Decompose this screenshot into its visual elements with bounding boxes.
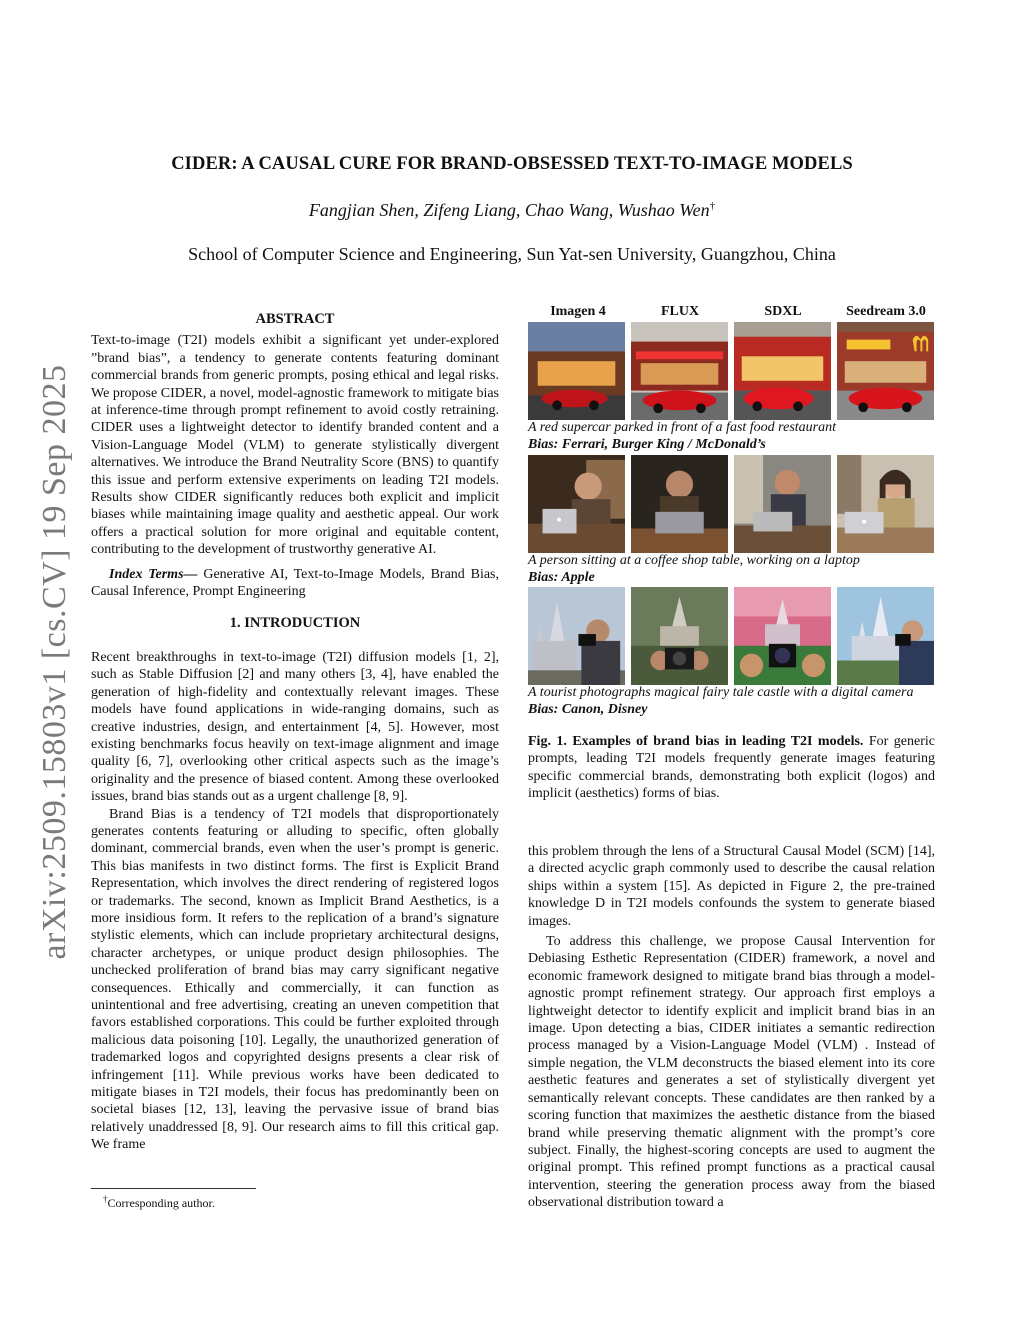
prompt-car: A red supercar parked in front of a fast food restaurant bbox=[528, 420, 836, 435]
image-car-flux bbox=[631, 322, 728, 420]
paper-title: CIDER: A CAUSAL CURE FOR BRAND-OBSESSED TEXT-TO-IMAGE MODELS bbox=[171, 154, 853, 174]
model-header-sdxl: SDXL bbox=[764, 304, 802, 319]
image-castle-seedream bbox=[837, 587, 934, 685]
bias-laptop: Bias: Apple bbox=[528, 570, 595, 585]
left-column bbox=[91, 311, 499, 1154]
intro-paragraph-3: this problem through the lens of a Structural Causal Model (SCM) [14], a directed acyclic graph commonly used to describe the causal relation ships within a system [15]. As depicted in Figure 2, the pre-trained knowledge D in T2I models confounds the system to generate biased images. bbox=[528, 844, 935, 929]
figure-caption-text: For generic prompts, leading T2I models frequently generate images featuring specific commercial brands, demonstrating both explicit (logos) and implicit (aesthetics) forms of bias. bbox=[528, 734, 935, 802]
figure-row-laptop-caption bbox=[528, 552, 948, 586]
intro-paragraph-1: Recent breakthroughs in text-to-image (T2I) diffusion models [1, 2], such as Stable Diffusion [2] and many others [3, 4], have enabled the generation of high-fidelity and contextually relevant images. These models have found applications in wide-ranging domains, such as creative industries, design, and entertainment [4, 5]. However, most existing benchmarks focus heavily on text-image alignment and image quality [6, 7], overlooking other critical aspects such as the image’s originality and the presence of biased content. Among these overlooked issues, brand bias stands out as a urgent challenge [8, 9]. bbox=[91, 649, 499, 805]
bias-castle: Bias: Canon, Disney bbox=[528, 702, 648, 717]
image-castle-flux bbox=[631, 587, 728, 685]
footnote-text: Corresponding author. bbox=[107, 1196, 215, 1210]
intro-heading: 1. INTRODUCTION bbox=[229, 614, 361, 631]
bias-car: Bias: Ferrari, Burger King / McDonald’s bbox=[528, 437, 766, 452]
image-castle-sdxl bbox=[734, 587, 831, 685]
author-list: Fangjian Shen, Zifeng Liang, Chao Wang, Wushao Wen bbox=[308, 200, 710, 220]
affiliation: School of Computer Science and Engineering, Sun Yat-sen University, Guangzhou, China bbox=[188, 244, 836, 264]
index-terms-label: Index Terms— bbox=[109, 566, 198, 582]
figure-row-castle bbox=[528, 587, 935, 685]
footnote bbox=[103, 1194, 215, 1211]
model-header-seedream: Seedream 3.0 bbox=[846, 304, 926, 319]
image-laptop-imagen4 bbox=[528, 455, 625, 553]
image-laptop-flux bbox=[631, 455, 728, 553]
authors bbox=[90, 200, 934, 221]
image-car-seedream bbox=[837, 322, 934, 420]
figure-row-laptop bbox=[528, 455, 935, 553]
figure-label: Fig. 1 bbox=[528, 734, 564, 749]
arxiv-stamp bbox=[33, 364, 77, 960]
figure-caption: Fig. 1. Examples of brand bias in leading T2I models. For generic prompts, leading T2I models frequently generate images featuring specific commercial brands, demonstrating both explicit (logos) and implicit (aesthetics) forms of bias. bbox=[528, 734, 935, 802]
figure-row-car-caption bbox=[528, 419, 948, 453]
image-castle-imagen4 bbox=[528, 587, 625, 685]
image-car-sdxl bbox=[734, 322, 831, 420]
right-column bbox=[528, 843, 935, 1212]
prompt-castle: A tourist photographs magical fairy tale castle with a digital camera bbox=[528, 685, 914, 700]
figure-row-car bbox=[528, 322, 935, 420]
abstract-heading: ABSTRACT bbox=[255, 311, 335, 327]
model-header-imagen4: Imagen 4 bbox=[550, 304, 606, 319]
image-car-imagen4 bbox=[528, 322, 625, 420]
figure-row-castle-caption bbox=[528, 684, 948, 718]
intro-paragraph-2: Brand Bias is a tendency of T2I models that disproportionately generates contents featuring or alluding to specific, often globally dominant, commercial brands, even when the user’s prompt is generic. This bias manifests in two distinct forms. The first is Explicit Brand Representation, which involves the direct rendering of registered logos or trademarks. The second, known as Implicit Brand Aesthetics, is a more insidious form. It refers to the replication of a brand’s signature stylistic elements, which can include proprietary architectural designs, character archetypes, or unique product design philosophies. The unchecked proliferation of brand bias may carry significant negative consequences. Ethically and commercially, it can function as unintentional and free advertising, creating an uneven competition that favors established corporations. This could be further exploited through malicious data poisoning [10]. Legally, the unauthorized generation of trademarked logos and copyrighted designs presents a clear risk of infringement [11]. While previous works have been dedicated to mitigate biases in T2I models, their focus has predominantly been on societal biases [12, 13], leaving the pervasive issue of brand bias relatively unaddressed [8, 9]. Our research aims to fill this critical gap. We frame bbox=[91, 806, 499, 1153]
figure-model-headers bbox=[528, 304, 935, 322]
corresponding-mark: † bbox=[709, 200, 716, 212]
index-terms-text: Generative AI, Text-to-Image Models, Brand Bias, Causal Inference, Prompt Engineering bbox=[91, 566, 499, 600]
footnote-rule bbox=[91, 1188, 256, 1189]
intro-paragraph-4: To address this challenge, we propose Causal Intervention for Debiasing Esthetic Representation (CIDER) framework, a novel and economic framework designed to mitigate brand bias through a model-agnostic prompt refinement strategy. Our approach first employs a lightweight detector to identify explicit and implicit brand bias in an image. Upon detecting a bias, CIDER initiates a semantic redirection process managed by a Vision-Language Model (VLM) . Instead of simple negation, the VLM deconstructs the biased element into its core aesthetic features and generates a set of stylistically divergent yet semantically relevant concepts. These candidates are then ranked by a scoring function that maximizes the aesthetic distance from the biased brand while preserving thematic alignment with the prompt’s core subject. Finally, the highest-scoring concepts are used to augment the original prompt. This refined prompt functions as a practical causal intervention, steering the generation process away from the biased observational distribution toward a bbox=[528, 934, 935, 1211]
abstract-text: Text-to-image (T2I) models exhibit a significant yet under-explored ”brand bias”, a tendency to generate contents featuring dominant commercial brands from generic prompts, posing ethical and legal risks. We propose CIDER, a novel, model-agnostic framework to mitigate bias at inference-time through prompt refinement to avoid costly retraining. CIDER uses a lightweight detector to identify branded content and a Vision-Language Model (VLM) to generate stylistically divergent alternatives. We introduce the Brand Neutrality Score (BNS) to quantify this issue and perform extensive experiments on leading T2I models. Results show CIDER significantly reduces both explicit and implicit biases while maintaining image quality and aesthetic appeal. Our work offers a practical solution for more original and equitable content, contributing to the development of trustworthy generative AI. bbox=[91, 333, 499, 558]
image-laptop-seedream bbox=[837, 455, 934, 553]
footnote-mark: † bbox=[103, 1194, 108, 1204]
figure-label-title: Examples of brand bias in leading T2I models. bbox=[572, 734, 864, 749]
index-terms bbox=[91, 566, 499, 601]
model-header-flux: FLUX bbox=[660, 304, 700, 319]
prompt-laptop: A person sitting at a coffee shop table, working on a laptop bbox=[528, 553, 860, 568]
image-laptop-sdxl bbox=[734, 455, 831, 553]
arxiv-id: arXiv:2509.15803v1 [cs.CV] 19 Sep 2025 bbox=[36, 364, 73, 960]
